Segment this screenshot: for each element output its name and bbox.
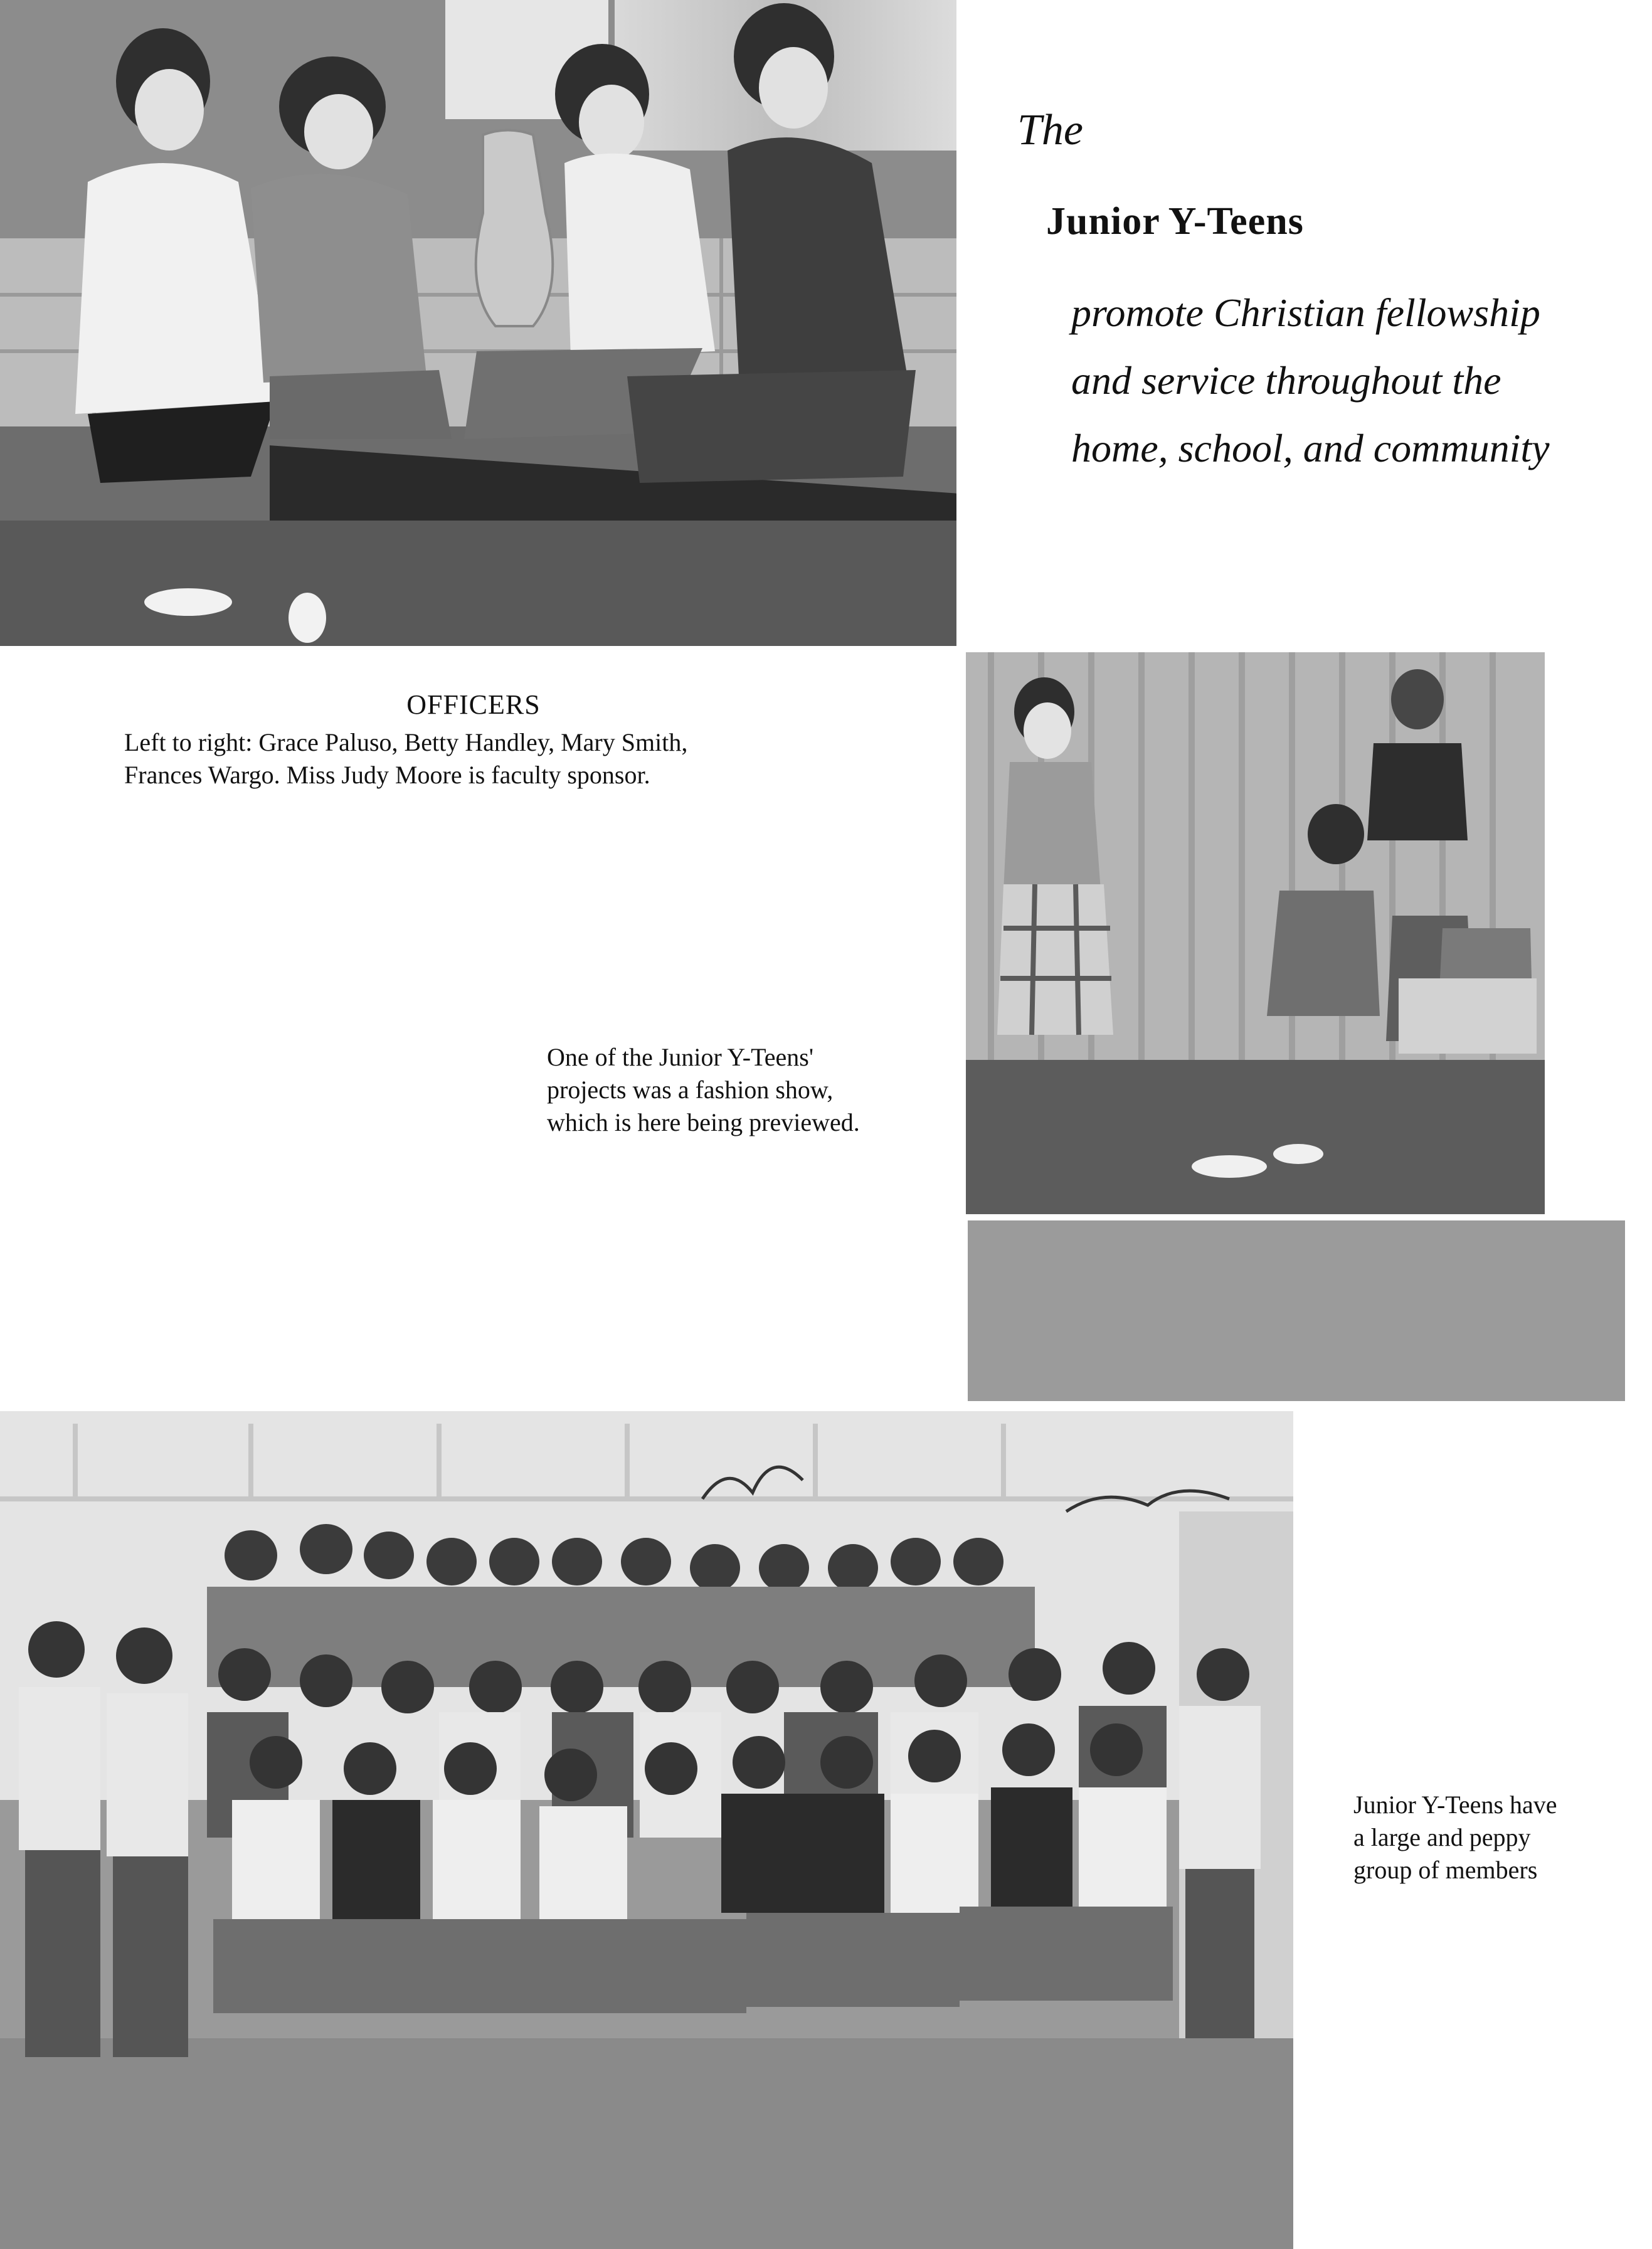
officers-caption-line: Frances Wargo. Miss Judy Moore is faculty sponsor. xyxy=(124,761,650,789)
fashion-caption-line: which is here being previewed. xyxy=(547,1108,860,1136)
members-caption-line: Junior Y-Teens have xyxy=(1353,1791,1557,1819)
officers-photo xyxy=(0,0,956,646)
officers-caption-line: Left to right: Grace Paluso, Betty Handley, Mary Smith, xyxy=(124,728,688,756)
club-motto xyxy=(1071,279,1636,482)
members-group-photo xyxy=(0,1411,1293,2249)
motto-line: and service throughout the xyxy=(1071,358,1501,403)
officers-heading: OFFICERS xyxy=(406,689,541,720)
fashion-show-photo xyxy=(966,652,1545,1214)
officers-caption xyxy=(124,726,908,791)
motto-line: promote Christian fellowship xyxy=(1071,290,1540,335)
members-caption xyxy=(1353,1789,1636,1887)
motto-line: home, school, and community xyxy=(1071,426,1550,470)
fashion-caption-line: projects was a fashion show, xyxy=(547,1076,834,1104)
club-name-title: Junior Y-Teens xyxy=(1046,200,1304,243)
fashion-show-caption xyxy=(547,1041,923,1139)
fashion-caption-line: One of the Junior Y-Teens' xyxy=(547,1043,814,1071)
heading-the: The xyxy=(1017,106,1083,154)
members-caption-line: a large and peppy xyxy=(1353,1823,1531,1851)
grey-panel xyxy=(968,1220,1625,1401)
members-caption-line: group of members xyxy=(1353,1856,1538,1884)
